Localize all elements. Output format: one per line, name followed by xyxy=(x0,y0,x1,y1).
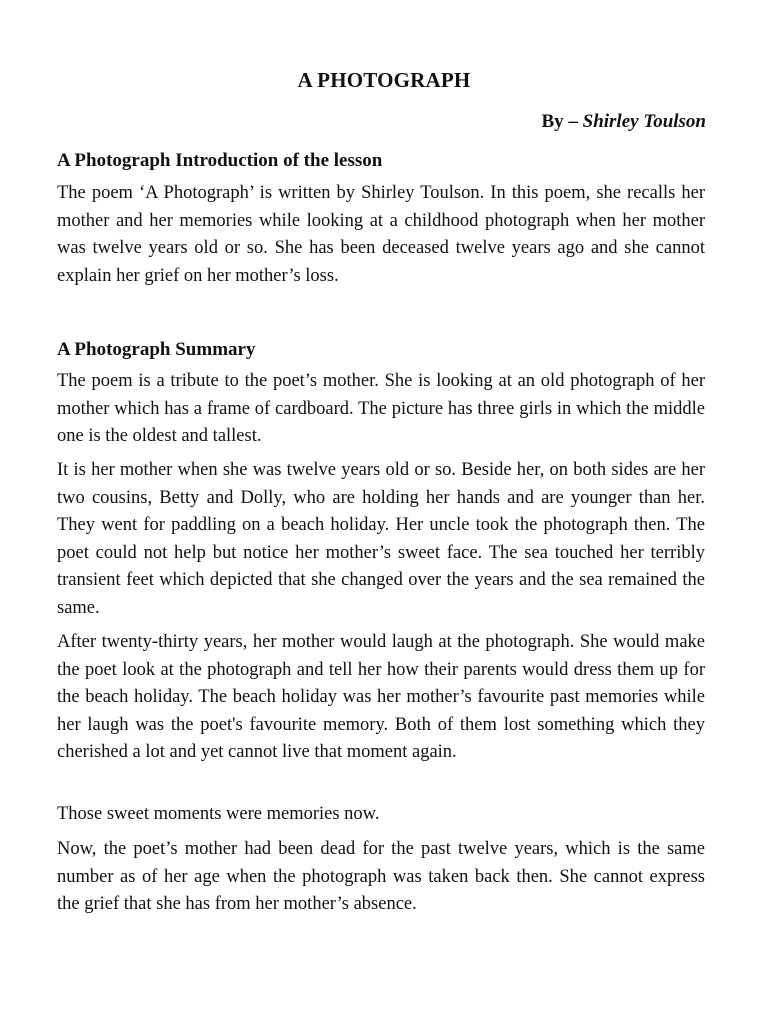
paragraph-summary-1: The poem is a tribute to the poet’s mother. She is looking at an old photograph of her mother which has a frame of cardboard. The picture has three girls in which the middle one is the oldest and tallest. xyxy=(57,371,705,447)
paragraph-introduction: The poem ‘A Photograph’ is written by Shirley Toulson. In this poem, she recalls her mother and her memories while looking at a childhood photograph when her mother was twelve years old or so. She has been deceased twelve years ago and she cannot explain her grief on her mother’s loss. xyxy=(57,183,705,286)
paragraph-summary-3: After twenty-thirty years, her mother would laugh at the photograph. She would make the poet look at the photograph and tell her how their parents would dress them up for the beach holiday. The beach holiday was her mother’s favourite past memories while her laugh was the poet's favourite memory. Both of them lost something which they cherished a lot and yet cannot live that moment again. xyxy=(57,632,705,763)
byline xyxy=(541,111,706,133)
byline-prefix: By – xyxy=(541,111,583,132)
paragraph-summary-2: It is her mother when she was twelve years old or so. Beside her, on both sides are her two cousins, Betty and Dolly, who are holding her hands and are younger than her. They went for paddling on a beach holiday. Her uncle took the photograph then. The poet could not help but notice her mother’s sweet face. The sea touched her terribly transient feet which depicted that she changed over the years and the sea remained the same. xyxy=(57,460,705,618)
paragraph-summary-5: Now, the poet’s mother had been dead for the past twelve years, which is the same number as of her age when the photograph was taken back then. She cannot express the grief that she has from her mother’s absence. xyxy=(57,839,705,915)
paragraph-summary-4: Those sweet moments were memories now. xyxy=(57,804,380,824)
page-title: A PHOTOGRAPH xyxy=(297,68,471,92)
section-heading-summary: A Photograph Summary xyxy=(57,339,256,360)
section-heading-introduction: A Photograph Introduction of the lesson xyxy=(57,150,383,171)
author-name: Shirley Toulson xyxy=(582,111,706,132)
